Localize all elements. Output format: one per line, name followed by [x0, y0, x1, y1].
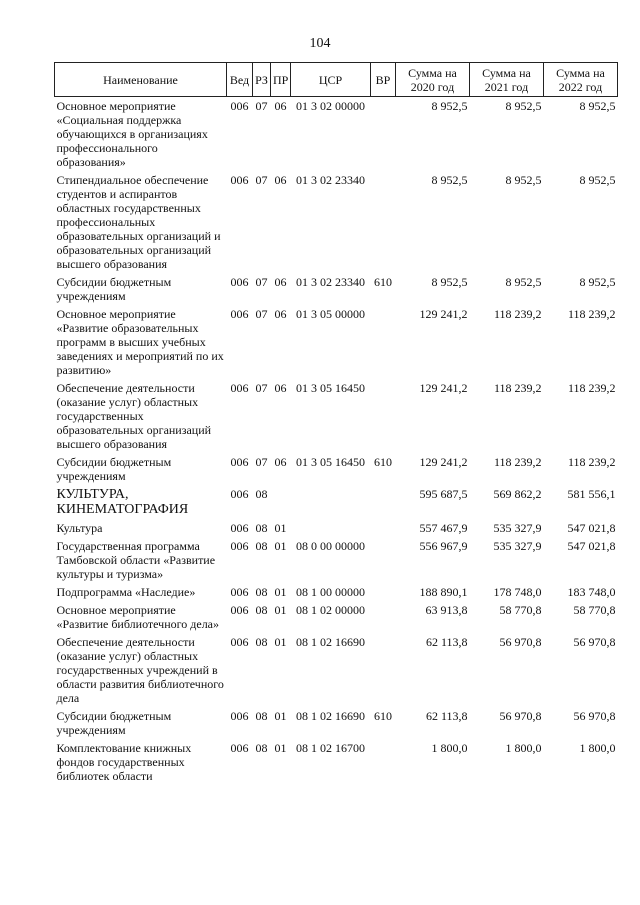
cell-ved: 006	[230, 173, 249, 187]
cell-sum-2022: 547 021,8	[567, 521, 616, 535]
cell-ved: 006	[230, 487, 249, 501]
cell-sum-2020: 595 687,5	[419, 487, 468, 501]
cell-name: Культура	[56, 521, 103, 535]
table-row	[55, 171, 618, 273]
cell-pr: 06	[274, 381, 287, 395]
cell-sum-2022: 547 021,8	[567, 539, 616, 553]
cell-sum-2021: 56 970,8	[499, 635, 542, 649]
cell-ved: 006	[230, 741, 249, 755]
cell-vr	[371, 519, 396, 537]
cell-name: КУЛЬТУРА, КИНЕМАТОГРАФИЯ	[56, 487, 189, 517]
cell-pr: 06	[274, 307, 287, 321]
cell-sum-2020: 129 241,2	[419, 307, 468, 321]
cell-rz: 07	[255, 455, 268, 469]
cell-name: Основное мероприятие «Социальная поддержка обучающихся в организациях профессионального образования»	[56, 99, 208, 169]
section-row	[55, 485, 618, 519]
cell-sum-2022: 8 952,5	[579, 275, 616, 289]
table-header	[55, 63, 618, 97]
cell-sum-2021: 1 800,0	[505, 741, 542, 755]
cell-name: Субсидии бюджетным учреждениям	[56, 275, 172, 303]
cell-ved: 006	[230, 539, 249, 553]
cell-ved: 006	[230, 381, 249, 395]
cell-pr: 06	[274, 455, 287, 469]
cell-pr: 01	[274, 585, 287, 599]
cell-sum-2022: 118 239,2	[567, 307, 616, 321]
cell-pr: 01	[274, 741, 287, 755]
cell-sum-2021: 58 770,8	[499, 603, 542, 617]
cell-csr: 01 3 02 23340	[296, 173, 365, 187]
cell-sum-2020: 129 241,2	[419, 381, 468, 395]
column-header-sum-2020: Сумма на 2020 год	[396, 63, 470, 97]
column-header-sum-2021: Сумма на 2021 год	[470, 63, 544, 97]
column-header-csr: ЦСР	[291, 63, 371, 97]
cell-vr	[371, 633, 396, 707]
page-number: 104	[309, 36, 331, 51]
cell-name: Субсидии бюджетным учреждениям	[56, 709, 172, 737]
cell-sum-2022: 183 748,0	[567, 585, 616, 599]
cell-ved: 006	[230, 455, 249, 469]
cell-sum-2021: 178 748,0	[493, 585, 542, 599]
cell-rz: 08	[255, 539, 268, 553]
cell-csr: 01 3 05 16450	[296, 455, 365, 469]
cell-csr	[291, 519, 371, 537]
cell-vr: 610	[374, 275, 392, 289]
cell-ved: 006	[230, 99, 249, 113]
table-body	[55, 97, 618, 786]
cell-ved: 006	[230, 307, 249, 321]
cell-sum-2022: 8 952,5	[579, 173, 616, 187]
cell-sum-2021: 118 239,2	[493, 455, 542, 469]
cell-ved: 006	[230, 709, 249, 723]
cell-rz: 08	[255, 487, 268, 501]
cell-sum-2020: 8 952,5	[431, 173, 468, 187]
table-row	[55, 633, 618, 707]
cell-rz: 07	[255, 99, 268, 113]
table-row	[55, 601, 618, 633]
table-row	[55, 453, 618, 485]
table-row	[55, 519, 618, 537]
cell-csr: 08 0 00 00000	[296, 539, 365, 553]
cell-csr: 01 3 02 00000	[296, 99, 365, 113]
cell-pr: 01	[274, 709, 287, 723]
table-row	[55, 379, 618, 453]
cell-csr: 08 1 02 00000	[296, 603, 365, 617]
cell-pr: 01	[274, 635, 287, 649]
cell-rz: 08	[255, 585, 268, 599]
cell-ved: 006	[230, 521, 249, 535]
cell-vr	[371, 379, 396, 453]
cell-rz: 08	[255, 521, 268, 535]
cell-sum-2021: 535 327,9	[493, 539, 542, 553]
cell-name: Обеспечение деятельности (оказание услуг) областных государственных образовательных организаций высшего образования	[56, 381, 212, 451]
cell-csr: 01 3 02 23340	[296, 275, 365, 289]
cell-vr	[371, 305, 396, 379]
cell-rz: 08	[255, 603, 268, 617]
cell-pr: 01	[274, 539, 287, 553]
cell-sum-2022: 56 970,8	[573, 709, 616, 723]
cell-sum-2022: 8 952,5	[579, 99, 616, 113]
cell-sum-2021: 118 239,2	[493, 381, 542, 395]
column-header-sum-2022: Сумма на 2022 год	[544, 63, 618, 97]
cell-rz: 08	[255, 635, 268, 649]
cell-name: Субсидии бюджетным учреждениям	[56, 455, 172, 483]
cell-ved: 006	[230, 585, 249, 599]
cell-name: Обеспечение деятельности (оказание услуг) областных государственных учреждений в области развития библиотечного дела	[56, 635, 224, 705]
column-header-pr: ПР	[271, 63, 291, 97]
cell-sum-2021: 8 952,5	[505, 173, 542, 187]
cell-name: Подпрограмма «Наследие»	[56, 585, 196, 599]
table-row	[55, 537, 618, 583]
column-header-name: Наименование	[55, 63, 227, 97]
cell-rz: 08	[255, 709, 268, 723]
cell-rz: 08	[255, 741, 268, 755]
cell-sum-2021: 8 952,5	[505, 275, 542, 289]
table-row	[55, 583, 618, 601]
cell-csr: 08 1 02 16690	[296, 709, 365, 723]
cell-sum-2022: 118 239,2	[567, 455, 616, 469]
cell-name: Основное мероприятие «Развитие библиотечного дела»	[56, 603, 220, 631]
cell-vr	[371, 583, 396, 601]
cell-ved: 006	[230, 603, 249, 617]
cell-sum-2020: 8 952,5	[431, 99, 468, 113]
cell-csr: 08 1 00 00000	[296, 585, 365, 599]
cell-sum-2022: 1 800,0	[579, 741, 616, 755]
table-row	[55, 739, 618, 785]
column-header-rz: РЗ	[253, 63, 271, 97]
cell-pr: 06	[274, 275, 287, 289]
cell-csr: 08 1 02 16690	[296, 635, 365, 649]
cell-sum-2021: 8 952,5	[505, 99, 542, 113]
cell-rz: 07	[255, 381, 268, 395]
cell-vr: 610	[374, 455, 392, 469]
cell-vr	[371, 97, 396, 172]
cell-name: Государственная программа Тамбовской области «Развитие культуры и туризма»	[56, 539, 216, 581]
cell-sum-2022: 56 970,8	[573, 635, 616, 649]
cell-rz: 07	[255, 275, 268, 289]
cell-csr	[291, 485, 371, 519]
table-row	[55, 305, 618, 379]
cell-vr	[371, 537, 396, 583]
cell-sum-2021: 569 862,2	[493, 487, 542, 501]
budget-table	[54, 62, 618, 785]
cell-vr	[371, 739, 396, 785]
cell-pr: 01	[274, 521, 287, 535]
cell-sum-2020: 63 913,8	[425, 603, 468, 617]
cell-csr: 08 1 02 16700	[296, 741, 365, 755]
cell-csr: 01 3 05 00000	[296, 307, 365, 321]
cell-vr	[371, 485, 396, 519]
cell-pr: 01	[274, 603, 287, 617]
cell-vr	[371, 171, 396, 273]
cell-name: Стипендиальное обеспечение студентов и аспирантов областных государственных профессиональных образовательных организаций и образовательных организаций высшего образования	[56, 173, 221, 271]
cell-rz: 07	[255, 307, 268, 321]
cell-vr: 610	[374, 709, 392, 723]
cell-sum-2021: 118 239,2	[493, 307, 542, 321]
cell-sum-2022: 581 556,1	[567, 487, 616, 501]
cell-pr: 06	[274, 99, 287, 113]
table-row	[55, 707, 618, 739]
cell-sum-2022: 58 770,8	[573, 603, 616, 617]
cell-pr	[271, 485, 291, 519]
cell-sum-2020: 556 967,9	[419, 539, 468, 553]
cell-sum-2020: 188 890,1	[419, 585, 468, 599]
cell-sum-2020: 62 113,8	[425, 635, 468, 649]
table-row	[55, 97, 618, 172]
cell-sum-2020: 129 241,2	[419, 455, 468, 469]
cell-ved: 006	[230, 275, 249, 289]
cell-vr	[371, 601, 396, 633]
cell-ved: 006	[230, 635, 249, 649]
column-header-vr: ВР	[371, 63, 396, 97]
cell-sum-2021: 535 327,9	[493, 521, 542, 535]
column-header-ved: Вед	[227, 63, 253, 97]
cell-sum-2020: 8 952,5	[431, 275, 468, 289]
cell-sum-2020: 62 113,8	[425, 709, 468, 723]
cell-sum-2021: 56 970,8	[499, 709, 542, 723]
cell-name: Основное мероприятие «Развитие образовательных программ в высших учебных заведениях и мероприятий по их развитию»	[56, 307, 224, 377]
cell-sum-2020: 557 467,9	[419, 521, 468, 535]
cell-name: Комплектование книжных фондов государственных библиотек области	[56, 741, 192, 783]
cell-rz: 07	[255, 173, 268, 187]
cell-sum-2020: 1 800,0	[431, 741, 468, 755]
table-row	[55, 273, 618, 305]
cell-csr: 01 3 05 16450	[296, 381, 365, 395]
cell-sum-2022: 118 239,2	[567, 381, 616, 395]
cell-pr: 06	[274, 173, 287, 187]
